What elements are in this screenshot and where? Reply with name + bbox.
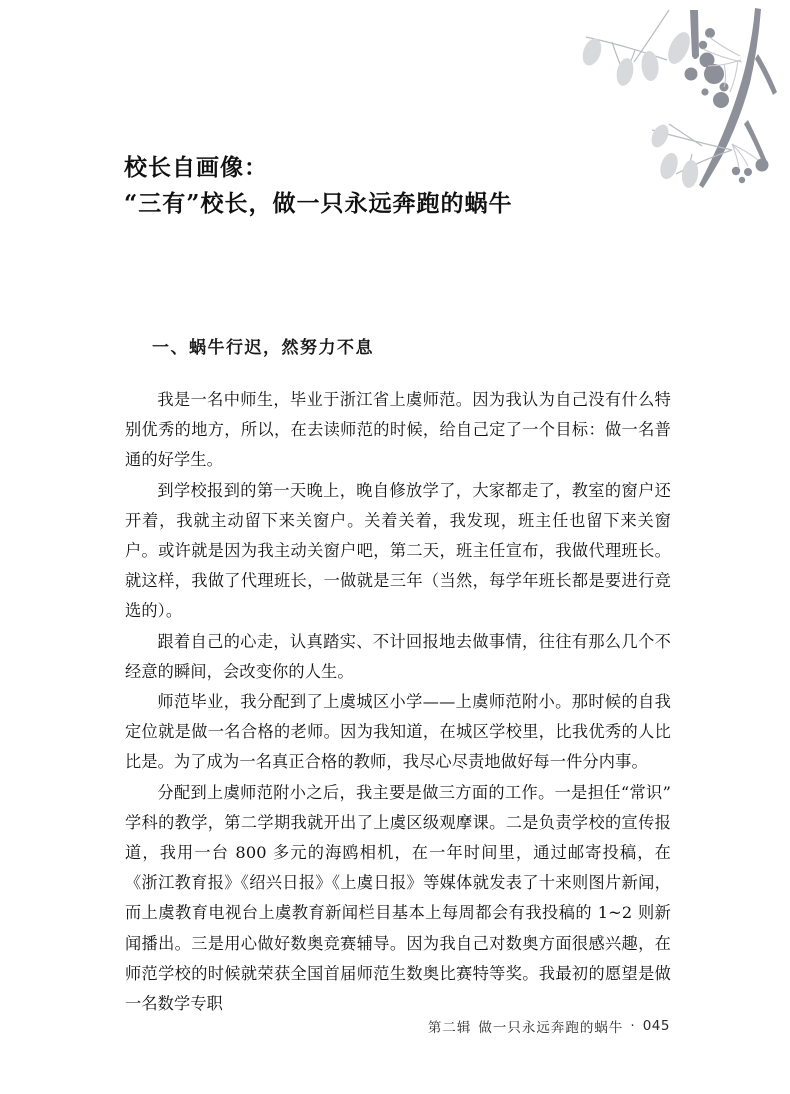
page-title <box>124 150 684 222</box>
paragraph: 跟着自己的心走，认真踏实、不计回报地去做事情，往往有那么几个不经意的瞬间，会改变你的人生。 <box>125 631 671 681</box>
paragraph: 师范毕业，我分配到了上虞城区小学——上虞师范附小。那时候的自我定位就是做一名合格的老师。因为我知道，在城区学校里，比我优秀的人比比是。为了成为一名真正合格的教师，我尽心尽责地做好每一件分内事。 <box>125 692 671 772</box>
page-number: 045 <box>642 1018 670 1034</box>
section-heading: 一、蜗牛行迟，然努力不息 <box>152 338 374 358</box>
title-line-2: “三有”校长，做一只永远奔跑的蜗牛 <box>124 190 513 217</box>
paragraph: 分配到上虞师范附小之后，我主要是做三方面的工作。一是担任“常识”学科的教学，第二学期我就开出了上虞区级观摩课。二是负责学校的宣传报道，我用一台 800 多元的海鸥相机，在一年时间里，通过邮寄投稿，在《浙江教育报》《绍兴日报》《上虞日报》等媒体就发表了十来则图片新闻，而上虞教育电视台上虞教育新闻栏目基本上每周都会有我投稿的 1~2 则新闻播出。三是用心做好数奥竞赛辅导。因为我自己对数奥方面很感兴趣，在师范学校的时候就荣获全国首届师范生数奥比赛特等奖。我最初的愿望是做一名数学专职 <box>125 782 671 1014</box>
paragraph: 到学校报到的第一天晚上，晚自修放学了，大家都走了，教室的窗户还开着，我就主动留下来关窗户。关着关着，我发现，班主任也留下来关窗户。或许就是因为我主动关窗户吧，第二天，班主任宣布，我做代理班长。就这样，我做了代理班长，一做就是三年（当然，每学年班长都是要进行竞选的）。 <box>125 480 671 621</box>
page-footer <box>428 1016 670 1036</box>
paragraph: 我是一名中师生，毕业于浙江省上虞师范。因为我认为自己没有什么特别优秀的地方，所以，在去读师范的时候，给自己定了一个目标：做一名普通的好学生。 <box>125 390 671 470</box>
body-text <box>125 385 671 1019</box>
title-line-1: 校长自画像： <box>124 154 268 181</box>
footer-chapter: 第二辑 <box>427 1020 472 1036</box>
footer-separator: · <box>630 1018 636 1034</box>
footer-chapter-title: 做一只永远奔跑的蜗牛 <box>478 1020 624 1036</box>
